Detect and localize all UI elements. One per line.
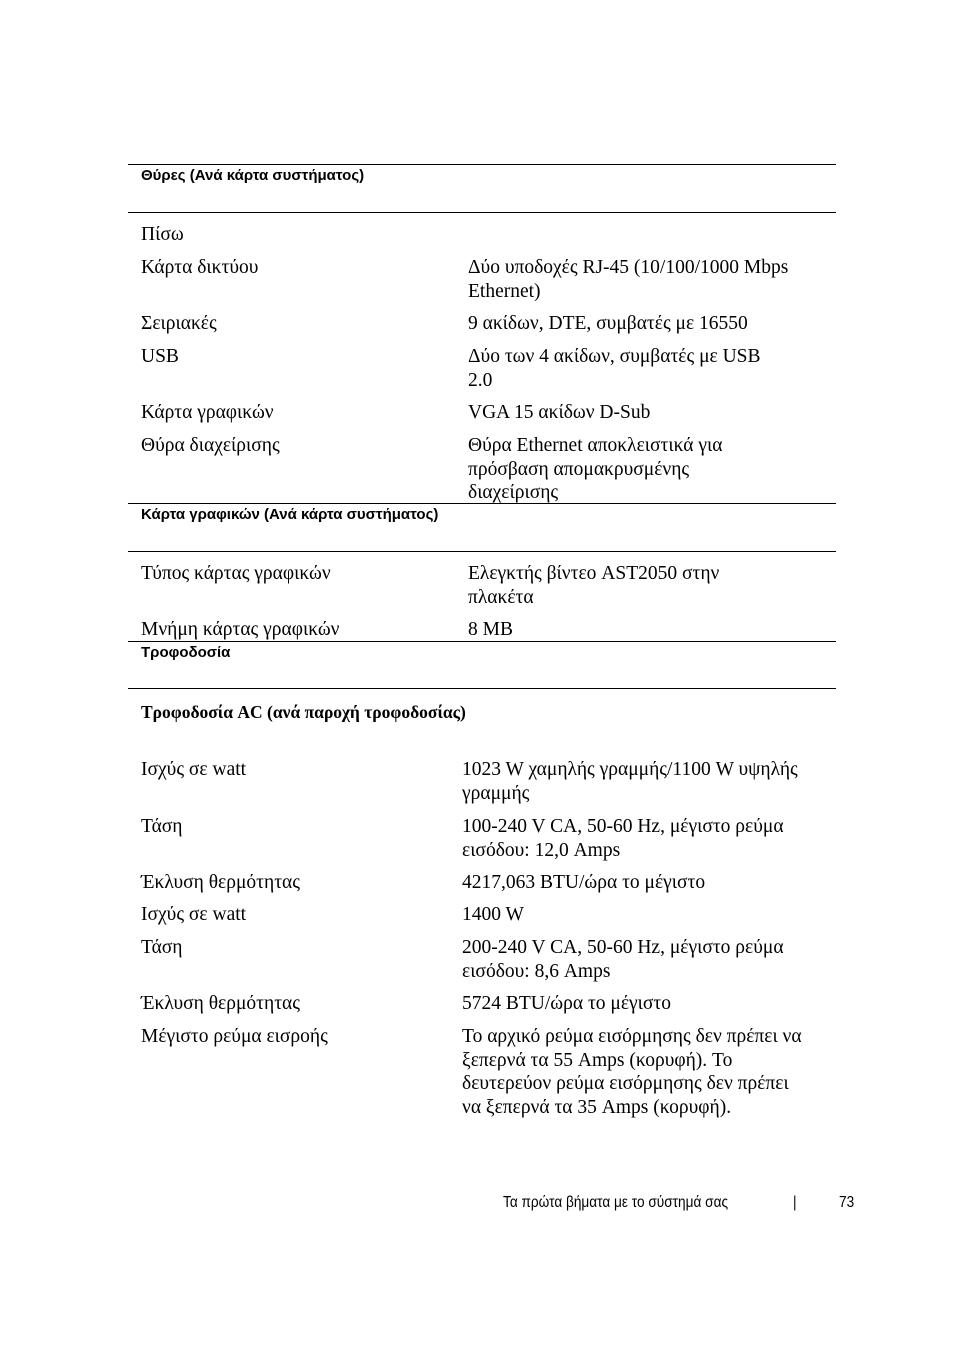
spec-value: Δύο υποδοχές RJ-45 (10/100/1000 Mbps Ethernet) xyxy=(468,257,789,302)
spec-label: Τάση xyxy=(141,937,183,958)
spec-label: Κάρτα γραφικών xyxy=(141,402,274,423)
spec-label: Έκλυση θερμότητας xyxy=(141,872,300,893)
spec-value: Δύο των 4 ακίδων, συμβατές με USB 2.0 xyxy=(468,346,761,391)
spec-value: 8 MB xyxy=(468,619,513,640)
spec-label: Σειριακές xyxy=(141,313,217,334)
section-header-rule xyxy=(128,212,836,213)
section-top-rule xyxy=(128,164,836,165)
spec-value: VGA 15 ακίδων D-Sub xyxy=(468,402,651,423)
spec-label: Ισχύς σε watt xyxy=(141,904,247,925)
group-label-rear: Πίσω xyxy=(141,224,184,245)
spec-value: 100-240 V CA, 50-60 Hz, μέγιστο ρεύμα εισόδου: 12,0 Amps xyxy=(462,816,784,861)
spec-value: Το αρχικό ρεύμα εισόρμησης δεν πρέπει να ξεπερνά τα 55 Amps (κορυφή). Το δευτερεύον ρεύμα εισόρμησης δεν πρέπει να ξεπερνά τα 35 Amps (κορυφή). xyxy=(462,1026,802,1118)
section-header-rule xyxy=(128,688,836,689)
section-header-rule xyxy=(128,551,836,552)
spec-label: Θύρα διαχείρισης xyxy=(141,435,280,456)
spec-label: USB xyxy=(141,346,179,367)
section-top-rule xyxy=(128,641,836,642)
section-title-power: Τροφοδοσία xyxy=(141,644,231,661)
page-number: 73 xyxy=(839,1194,855,1211)
section-top-rule xyxy=(128,503,836,504)
spec-value: 9 ακίδων, DTE, συμβατές με 16550 xyxy=(468,313,748,334)
subsection-title-ac-power: Τροφοδοσία AC (ανά παροχή τροφοδοσίας) xyxy=(141,702,466,722)
spec-value: 1023 W χαμηλής γραμμής/1100 W υψηλής γραμμής xyxy=(462,759,798,804)
spec-value: 1400 W xyxy=(462,904,524,925)
spec-value: Θύρα Ethernet αποκλειστικά για πρόσβαση απομακρυσμένης διαχείρισης xyxy=(468,435,723,503)
footer-title: Τα πρώτα βήματα με το σύστημά σας xyxy=(503,1194,729,1211)
spec-value: 4217,063 BTU/ώρα το μέγιστο xyxy=(462,872,706,893)
section-title-ports: Θύρες (Ανά κάρτα συστήματος) xyxy=(141,167,365,184)
spec-value: 5724 BTU/ώρα το μέγιστο xyxy=(462,993,672,1014)
spec-label: Τάση xyxy=(141,816,183,837)
spec-label: Κάρτα δικτύου xyxy=(141,257,259,278)
spec-label: Ισχύς σε watt xyxy=(141,759,247,780)
footer-separator: | xyxy=(793,1194,797,1211)
spec-label: Μνήμη κάρτας γραφικών xyxy=(141,619,340,640)
section-title-video: Κάρτα γραφικών (Ανά κάρτα συστήματος) xyxy=(141,506,439,523)
spec-label: Τύπος κάρτας γραφικών xyxy=(141,563,331,584)
spec-value: Ελεγκτής βίντεο AST2050 στην πλακέτα xyxy=(468,563,720,608)
spec-value: 200-240 V CA, 50-60 Hz, μέγιστο ρεύμα εισόδου: 8,6 Amps xyxy=(462,937,784,982)
spec-label: Μέγιστο ρεύμα εισροής xyxy=(141,1026,328,1047)
spec-label: Έκλυση θερμότητας xyxy=(141,993,300,1014)
